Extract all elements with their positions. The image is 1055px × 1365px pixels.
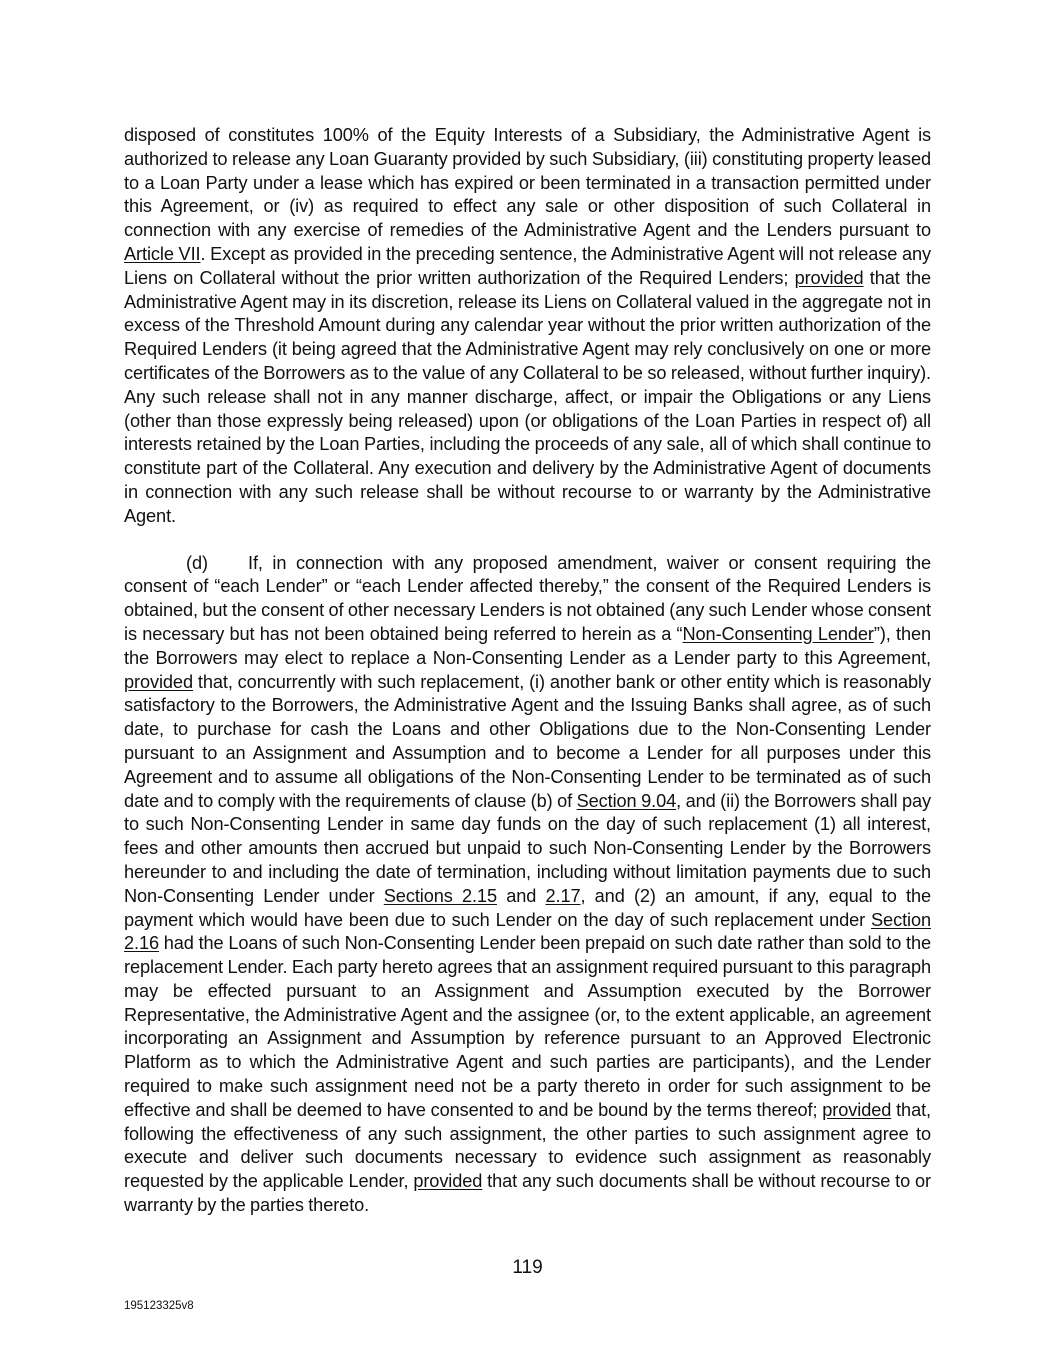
paragraph-text: ”), then the Borrowers may elect to replace a Non-Consenting Lender as a Lender party to this Agreement, bbox=[124, 623, 932, 668]
article-vii-reference: Article VII bbox=[124, 243, 201, 264]
defined-term-non-consenting-lender: Non-Consenting Lender bbox=[682, 623, 874, 644]
page-number: 119 bbox=[512, 1257, 543, 1278]
paragraph-text: disposed of constitutes 100% of the Equity Interests of a Subsidiary, the Administrative Agent is authorized to release any Loan Guaranty provided by such Subsidiary, (iii) constituting property leased to a Loan Party under a lease which has expired or been terminated in a transaction permitted under this Agreement, or (iv) as required to effect any sale or other disposition of such Collateral in connection with any exercise of remedies of the Administrative Agent and the Lenders pursuant to bbox=[124, 125, 931, 241]
paragraph-release-of-collateral bbox=[124, 124, 931, 529]
section-2-17-reference: 2.17 bbox=[545, 885, 581, 906]
paragraph-text: . Except as provided in the preceding sentence, the Administrative Agent will not release any Liens on Collateral without the prior written authorization of the Required Lenders; bbox=[124, 243, 931, 288]
provided-term: provided bbox=[413, 1171, 483, 1192]
document-id: 195123325v8 bbox=[124, 1300, 194, 1312]
paragraph-label: (d) bbox=[186, 552, 208, 573]
provided-term: provided bbox=[794, 267, 864, 288]
paragraph-text: If, in connection with any proposed amendment, waiver or consent requiring the consent of “each Lender” or “each Lender affected thereby,” the consent of the Required Lenders is obtained, but the consent of other necessary Lenders is not obtained (any such Lender whose consent is necessary but has not been obtained being referred to herein as a “ bbox=[124, 552, 931, 644]
sections-2-15-reference: Sections 2.15 bbox=[383, 885, 497, 906]
paragraph-text: and bbox=[496, 885, 546, 906]
paragraph-d-non-consenting-lender bbox=[124, 552, 931, 1218]
paragraph-text: , and (ii) the Borrowers shall pay to such Non-Consenting Lender in same day funds on the day of such replacement (1) all interest, fees and other amounts then accrued but unpaid to such Non-Consenting Lender by the Borrowers hereunder to and including the date of termination, including without limitation payments due to such Non-Consenting Lender under bbox=[124, 790, 931, 906]
section-2-16-reference: Section 2.16 bbox=[124, 909, 931, 954]
paragraph-text: that the Administrative Agent may in its discretion, release its Liens on Collateral valued in the aggregate not in excess of the Threshold Amount during any calendar year without the prior written authorization of the Required Lenders (it being agreed that the Administrative Agent may rely conclusively on one or more certificates of the Borrowers as to the value of any Collateral to be so released, without further inquiry). Any such release shall not in any manner discharge, affect, or impair the Obligations or any Liens (other than those expressly being released) upon (or obligations of the Loan Parties in respect of) all interests retained by the Loan Parties, including the proceeds of any sale, all of which shall continue to constitute part of the Collateral. Any execution and delivery by the Administrative Agent of documents in connection with any such release shall be without recourse to or warranty by the Administrative Agent. bbox=[124, 267, 931, 526]
body-text bbox=[124, 124, 931, 1218]
paragraph-text: had the Loans of such Non-Consenting Lender been prepaid on such date rather than sold to the replacement Lender. Each party hereto agrees that an assignment required pursuant to this paragraph may be effected pursuant to an Assignment and Assumption executed by the Borrower Representative, the Administrative Agent and the assignee (or, to the extent applicable, an agreement incorporating an Assignment and Assumption by reference pursuant to an Approved Electronic Platform as to which the Administrative Agent and such parties are participants), and the Lender required to make such assignment need not be a party thereto in order for such assignment to be effective and shall be deemed to have consented to and be bound by the terms thereof; bbox=[124, 933, 931, 1120]
provided-term: provided bbox=[822, 1099, 892, 1120]
section-9-04-reference: Section 9.04 bbox=[576, 790, 677, 811]
paragraph-text: that, following the effectiveness of any such assignment, the other parties to such assignment agree to execute and deliver such documents necessary to evidence such assignment as reasonably requested by the applicable Lender, bbox=[124, 1099, 931, 1192]
paragraph-text: , and (2) an amount, if any, equal to the payment which would have been due to such Lender on the day of such replacement under bbox=[124, 885, 931, 930]
paragraph-text: that any such documents shall be without recourse to or warranty by the parties thereto. bbox=[124, 1171, 931, 1216]
paragraph-text: that, concurrently with such replacement, (i) another bank or other entity which is reasonably satisfactory to the Borrowers, the Administrative Agent and the Issuing Banks shall agree, as of such date, to purchase for cash the Loans and other Obligations due to the Non-Consenting Lender pursuant to an Assignment and Assumption and to become a Lender for all purposes under this Agreement and to assume all obligations of the Non-Consenting Lender to be terminated as of such date and to comply with the requirements of clause (b) of bbox=[124, 671, 931, 811]
provided-term: provided bbox=[124, 671, 193, 692]
